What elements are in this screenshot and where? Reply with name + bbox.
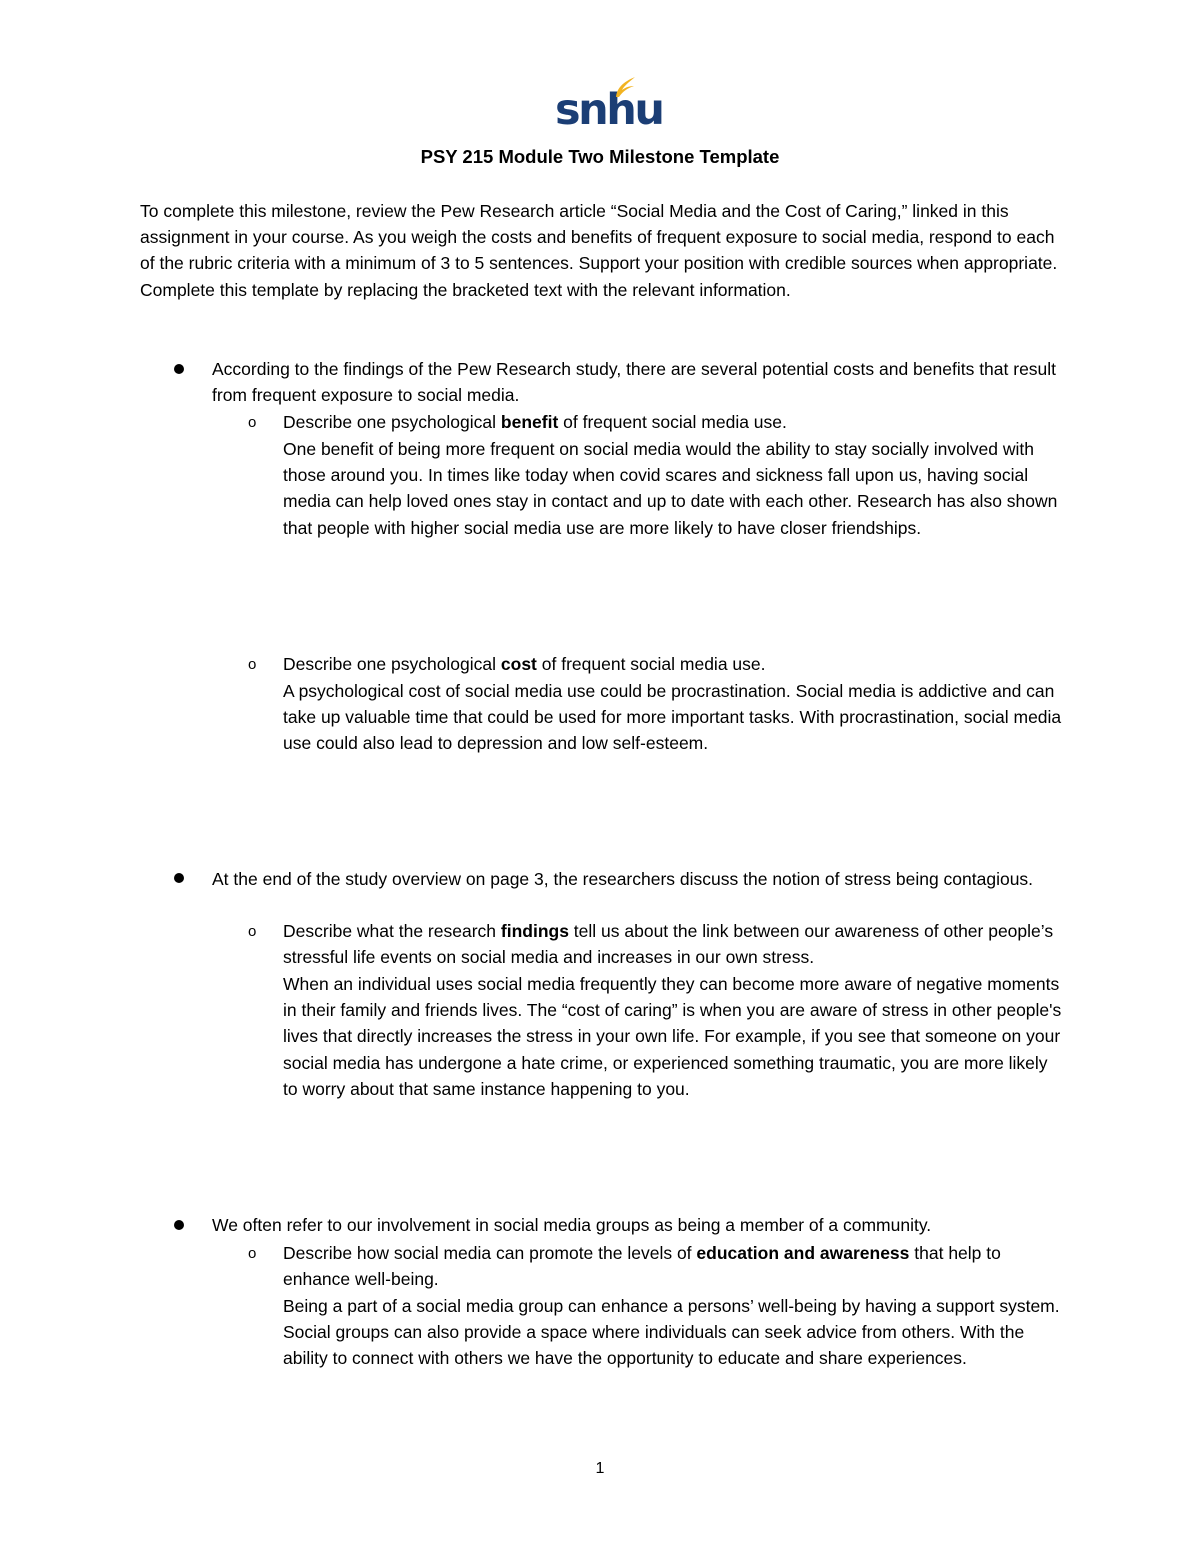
- prompt-emphasis: cost: [500, 654, 537, 674]
- instructions-paragraph: To complete this milestone, review the Pew Research article “Social Media and the Cost of Caring,” linked in this assignment in your course. As you weigh the costs and benefits of frequent exposure to social media, respond to each of the rubric criteria with a minimum of 3 to 5 sentences. Support your position with credible sources when appropriate. Complete this template by replacing the bracketed text with the relevant information.: [140, 201, 1058, 300]
- bullet-item: We often refer to our involvement in social media groups as being a member of a community.: [212, 1215, 932, 1235]
- prompt-text: Describe one psychological: [283, 654, 501, 674]
- answer-paragraph: When an individual uses social media frequently they can become more aware of negative moments in their family and friends lives. The “cost of caring” is when you are aware of stress in other people's lives that directly increases the stress in your own life. For example, if you see that someone on your social media has undergone a hate crime, or experienced something traumatic, you are more likely to worry about that same instance happening to you.: [283, 974, 1062, 1099]
- document-title: PSY 215 Module Two Milestone Template: [420, 146, 780, 167]
- prompt-emphasis: education and awareness: [696, 1243, 910, 1263]
- sub-item-prompt: [283, 1240, 1063, 1292]
- snhu-logo-text: snhu: [555, 85, 663, 135]
- bullet-item: At the end of the study overview on page 3, the researchers discuss the notion of stress being contagious.: [212, 869, 1034, 889]
- prompt-text: Describe what the research: [283, 921, 501, 941]
- bullet-marker: [174, 364, 184, 374]
- bullet-marker: [174, 873, 184, 883]
- prompt-text: of frequent social media use.: [558, 412, 787, 432]
- answer-paragraph: A psychological cost of social media use could be procrastination. Social media is addictive and can take up valuable time that could be used for more important tasks. With procrastination, social media use could also lead to depression and low self-esteem.: [283, 681, 1062, 754]
- prompt-text: tell us about the link between our awareness of other people’s stressful life events on social media and increases in our own stress.: [283, 921, 1054, 968]
- sub-bullet-marker: o: [248, 923, 257, 940]
- snhu-logo: [555, 76, 663, 135]
- sub-bullet-marker: o: [248, 656, 257, 673]
- sub-item-prompt: [283, 918, 1063, 970]
- answer-paragraph: Being a part of a social media group can enhance a persons’ well-being by having a support system. Social groups can also provide a space where individuals can seek advice from others. With the ability to connect with others we have the opportunity to educate and share experiences.: [283, 1296, 1060, 1369]
- sub-bullet-marker: o: [248, 414, 257, 431]
- flame-icon: [613, 76, 637, 98]
- sub-bullet-marker: o: [248, 1245, 257, 1262]
- bullet-marker: [174, 1220, 184, 1230]
- prompt-emphasis: findings: [500, 921, 569, 941]
- answer-paragraph: One benefit of being more frequent on social media would the ability to stay socially involved with those around you. In times like today when covid scares and sickness fall upon us, having social media can help loved ones stay in contact and up to date with each other. Research has also shown that people with higher social media use are more likely to have closer friendships.: [283, 439, 1058, 538]
- sub-item-prompt: [283, 651, 1063, 677]
- prompt-text: Describe one psychological: [283, 412, 501, 432]
- prompt-emphasis: benefit: [500, 412, 559, 432]
- prompt-text: of frequent social media use.: [536, 654, 766, 674]
- sub-item-prompt: [283, 409, 1063, 435]
- prompt-text: that help to enhance well-being.: [283, 1243, 1001, 1290]
- bullet-item: According to the findings of the Pew Research study, there are several potential costs and benefits that result from frequent exposure to social media.: [212, 359, 1057, 406]
- prompt-text: Describe how social media can promote the levels of: [283, 1243, 697, 1263]
- page-number: 1: [595, 1460, 605, 1477]
